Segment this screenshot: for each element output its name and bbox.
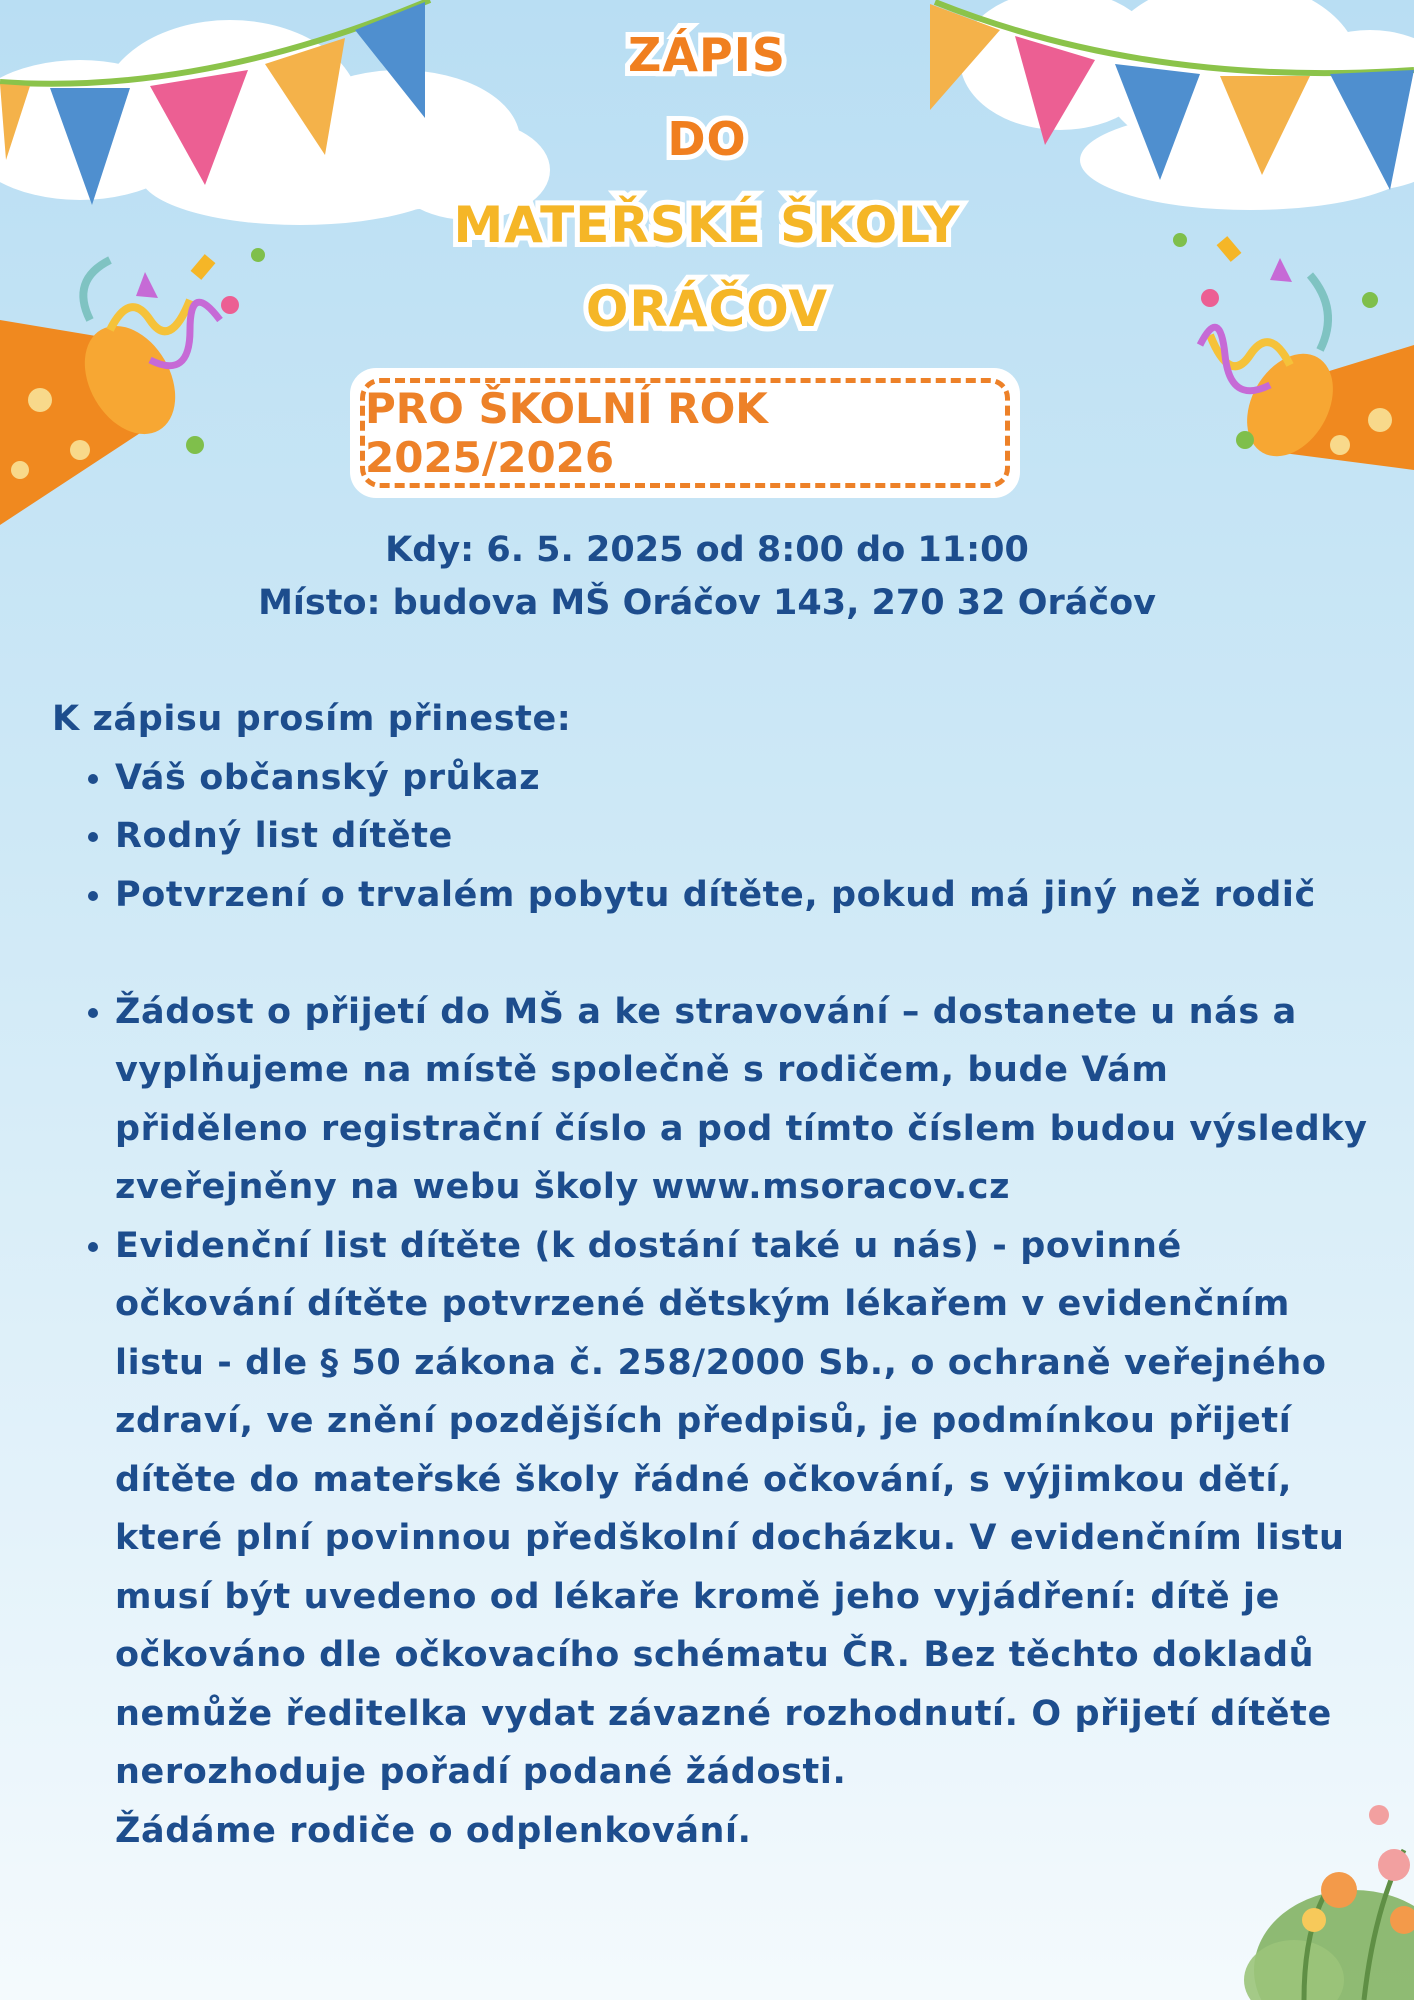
- requirements-list-2: [52, 983, 1372, 1802]
- requirements-intro: K zápisu prosím přineste:: [52, 699, 572, 739]
- requirement-item-application: • Žádost o přijetí do MŠ a ke stravování – dostanete u nás a vyplňujeme na místě společně s rodičem, bude Vám přiděleno registrační číslo a pod tímto číslem budou výsledky zveřejněny na webu školy www.msoracov.cz: [115, 983, 1372, 1217]
- title-line-do: DO: [667, 112, 747, 166]
- school-year-label: PRO ŠKOLNÍ ROK 2025/2026: [360, 378, 1010, 488]
- title-line-materske-skoly: MATEŘSKÉ ŠKOLY: [453, 196, 961, 254]
- event-time: Kdy: 6. 5. 2025 od 8:00 do 11:00: [385, 530, 1029, 570]
- flowers-decoration-icon: [1154, 1770, 1414, 2000]
- requirement-item-record-sheet: • Evidenční list dítěte (k dostání také u nás) - povinné očkování dítěte potvrzené dětským lékařem v evidenčním listu - dle § 50 zákona č. 258/2000 Sb., o ochraně veřejného zdraví, ve znění pozdějších předpisů, je podmínkou přijetí dítěte do mateřské školy řádné očkování, s výjimkou dětí, které plní povinnou předškolní docházku. V evidenčním listu musí být uvedeno od lékaře kromě jeho vyjádření: dítě je očkováno dle očkovacího schématu ČR. Bez těchto dokladů nemůže ředitelka vydat závazné rozhodnutí. O přijetí dítěte nerozhoduje pořadí podané žádosti.: [115, 1217, 1372, 1802]
- spacer: [52, 924, 1372, 983]
- event-place: Místo: budova MŠ Oráčov 143, 270 32 Oráčov: [258, 583, 1156, 623]
- diaper-note: Žádáme rodiče o odplenkování.: [115, 1810, 752, 1851]
- title-line-oracov: ORÁČOV: [585, 280, 829, 338]
- title-line-zapis: ZÁPIS: [628, 28, 786, 82]
- requirements-section: [52, 690, 1372, 1860]
- requirement-item: • Váš občanský průkaz: [115, 749, 1372, 808]
- requirements-list-1: [52, 749, 1372, 925]
- party-popper-right-icon: [1173, 233, 1414, 472]
- requirement-item: • Potvrzení o trvalém pobytu dítěte, pokud má jiný než rodič: [115, 866, 1372, 925]
- requirement-item: • Rodný list dítěte: [115, 807, 1372, 866]
- school-year-badge: [350, 368, 1020, 498]
